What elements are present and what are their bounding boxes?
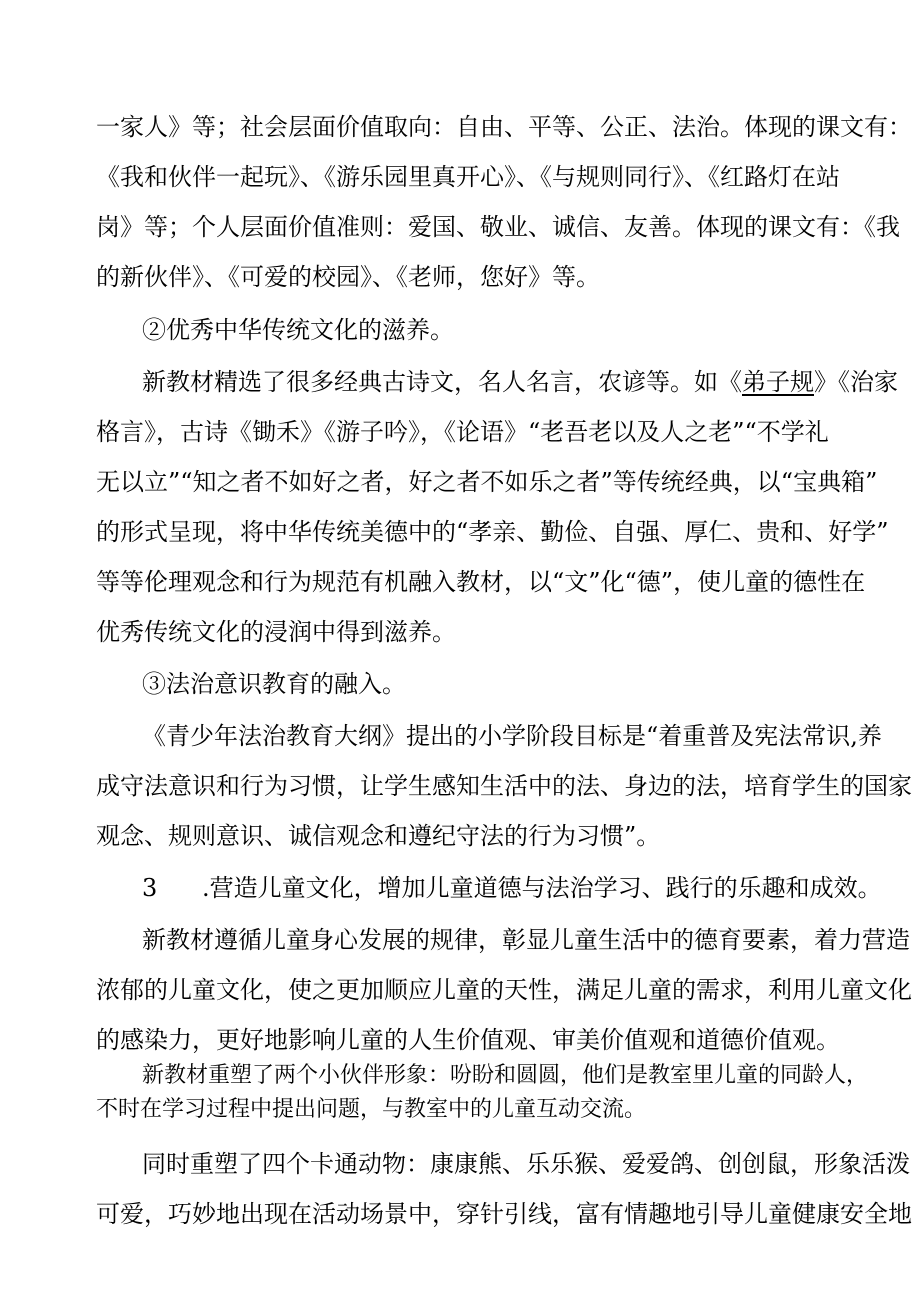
text-line: 新教材重塑了两个小伙伴形象：吩盼和圆圆，他们是教室里儿童的同龄人， — [142, 1063, 869, 1088]
text-line: 的新伙伴》、《可爱的校园》、《老师，您好》等。 — [96, 263, 600, 291]
paragraph-line — [142, 1144, 920, 1184]
text-line: 成守法意识和行为习惯，让学生感知生活中的法、身边的法，培育学生的国家 — [96, 772, 912, 800]
paragraph-line — [142, 920, 920, 960]
paragraph-line — [142, 716, 920, 756]
paragraph-line — [96, 1194, 920, 1234]
text-line: 优秀传统文化的浸润中得到滋养。 — [96, 618, 456, 646]
text-line: 不时在学习过程中提出问题，与教室中的儿童互动交流。 — [96, 1097, 647, 1122]
section-title: .营造儿童文化，增加儿童道德与法治学习、践行的乐趣和成效。 — [202, 874, 882, 902]
text-line: 新教材遵循儿童身心发展的规律，彰显儿童生活中的德育要素，着力营造 — [142, 926, 910, 954]
text-segment: 新教材精选了很多经典古诗文，名人名言，农谚等。如《 — [142, 368, 742, 396]
text-line: 可爱，巧妙地出现在活动场景中，穿针引线，富有情趣地引导儿童健康安全地 — [96, 1200, 912, 1228]
paragraph-line — [142, 1059, 920, 1093]
text-line: 岗》等；个人层面价值准则：爱国、敬业、诚信、友善。体现的课文有：《我 — [96, 213, 900, 241]
paragraph-line — [96, 766, 920, 806]
paragraph-line — [96, 462, 920, 502]
heading-text: ③法治意识教育的融入。 — [142, 670, 406, 698]
text-line: 无以立”“知之者不如好之者，好之者不如乐之者”等传统经典，以“宝典箱” — [96, 468, 878, 496]
text-line: 观念、规则意识、诚信观念和遵纪守法的行为习惯”。 — [96, 822, 661, 850]
text-line: 格言》，古诗《锄禾》《游子吟》，《论语》“老吾老以及人之老”“不学礼 — [96, 418, 829, 446]
paragraph-line — [96, 562, 920, 602]
paragraph-line — [96, 1020, 920, 1060]
subheading-traditional-culture — [142, 310, 920, 350]
text-line: 同时重塑了四个卡通动物：康康熊、乐乐猴、爱爱鸽、创创鼠，形象活泼 — [142, 1150, 910, 1178]
paragraph-line — [96, 412, 920, 452]
subheading-rule-of-law — [142, 664, 920, 704]
paragraph-line — [142, 362, 920, 402]
text-line: 《青少年法治教育大纲》提出的小学阶段目标是“着重普及宪法常识,养 — [142, 722, 882, 750]
paragraph-line — [96, 970, 920, 1010]
text-line: 的感染力，更好地影响儿童的人生价值观、审美价值观和道德价值观。 — [96, 1026, 840, 1054]
paragraph-line — [96, 207, 920, 247]
paragraph-line — [96, 157, 920, 197]
heading-text: ②优秀中华传统文化的滋养。 — [142, 316, 454, 344]
text-line: 的形式呈现，将中华传统美德中的“孝亲、勤俭、自强、厚仁、贵和、好学” — [96, 518, 889, 546]
text-line: 一家人》等；社会层面价值取向：自由、平等、公正、法治。体现的课文有： — [96, 113, 912, 141]
section-number: 3 — [142, 874, 158, 902]
paragraph-line — [96, 1093, 920, 1127]
paragraph-line — [96, 612, 920, 652]
text-line: 《我和伙伴一起玩》、《游乐园里真开心》、《与规则同行》、《红路灯在站 — [96, 163, 840, 191]
section-heading-3 — [142, 868, 920, 908]
underlined-title: 弟子规 — [742, 368, 814, 396]
paragraph-line — [96, 107, 920, 147]
text-segment: 》《治家 — [814, 368, 898, 396]
text-line: 等等伦理观念和行为规范有机融入教材，以“文”化“德”，使儿童的德性在 — [96, 568, 866, 596]
paragraph-line — [96, 257, 920, 297]
paragraph-line — [96, 816, 920, 856]
paragraph-line — [96, 512, 920, 552]
text-line: 浓郁的儿童文化，使之更加顺应儿童的天性，满足儿童的需求，利用儿童文化 — [96, 976, 912, 1004]
